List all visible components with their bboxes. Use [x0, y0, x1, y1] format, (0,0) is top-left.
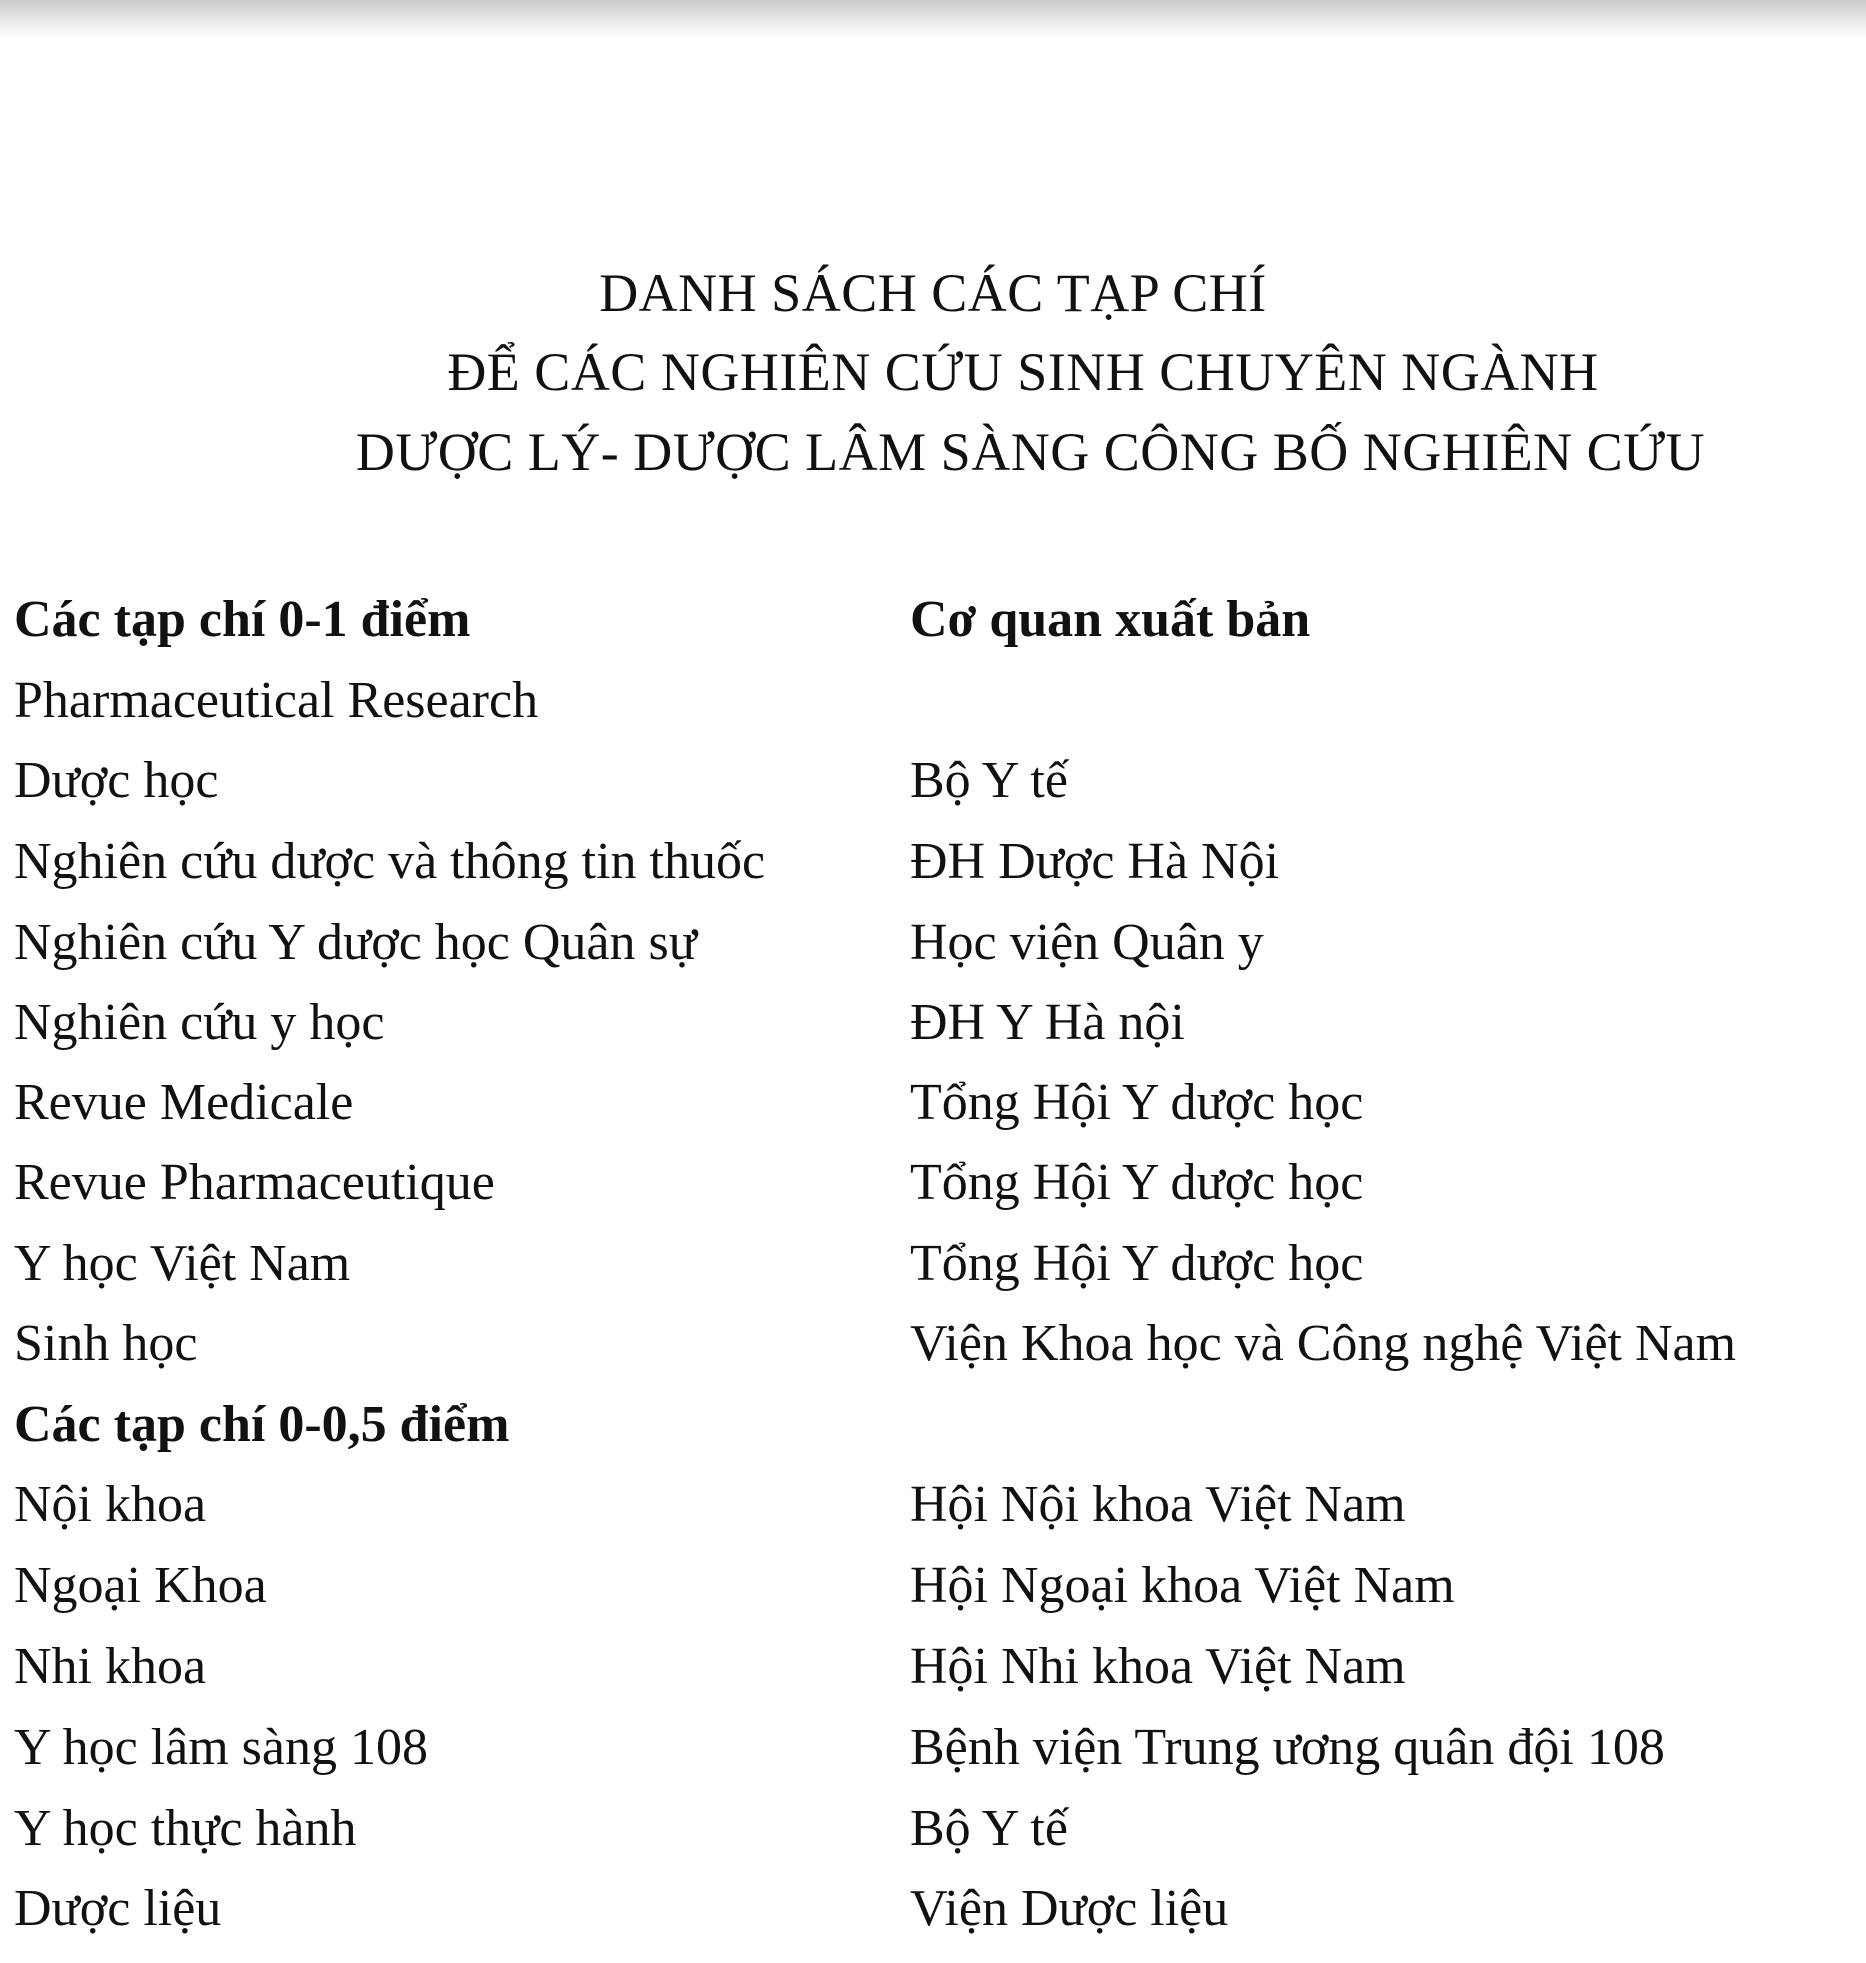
table-row	[0, 1719, 1866, 1802]
title-line-3: DƯỢC LÝ- DƯỢC LÂM SÀNG CÔNG BỐ NGHIÊN CỨU	[355, 422, 1706, 482]
publisher-name: Học viện Quân y	[910, 914, 1264, 971]
publisher-name: Hội Nội khoa Việt Nam	[910, 1476, 1406, 1533]
journal-name: Sinh học	[14, 1315, 198, 1372]
table-row	[0, 752, 1866, 835]
publisher-name: Hội Ngoại khoa Việt Nam	[910, 1557, 1455, 1614]
journal-name: Y học thực hành	[14, 1800, 357, 1857]
journal-name: Revue Pharmaceutique	[14, 1154, 495, 1211]
publisher-name: ĐH Dược Hà Nội	[910, 833, 1280, 890]
table-row	[0, 994, 1866, 1077]
table-row	[0, 1638, 1866, 1721]
publisher-name: ĐH Y Hà nội	[910, 994, 1185, 1051]
table-row	[0, 1235, 1866, 1318]
publisher-name: Bộ Y tế	[910, 752, 1068, 809]
column-heading-publisher: Cơ quan xuất bản	[910, 591, 1311, 648]
table-row	[0, 1557, 1866, 1640]
journal-name: Nghiên cứu y học	[14, 994, 385, 1051]
section-header-row-2	[0, 1396, 1866, 1479]
journal-name: Nhi khoa	[14, 1638, 207, 1695]
section-heading-0-1-points: Các tạp chí 0-1 điểm	[14, 591, 471, 648]
journal-name: Dược học	[14, 752, 219, 809]
table-row	[0, 1800, 1866, 1883]
publisher-name: Tổng Hội Y dược học	[910, 1154, 1364, 1211]
section-heading-0-0.5-points: Các tạp chí 0-0,5 điểm	[14, 1396, 510, 1453]
section-header-row-1	[0, 591, 1866, 674]
title-line-2: ĐỂ CÁC NGHIÊN CỨU SINH CHUYÊN NGÀNH	[447, 342, 1599, 402]
table-row	[0, 1154, 1866, 1237]
publisher-name: Bộ Y tế	[910, 1800, 1068, 1857]
table-row	[0, 1880, 1866, 1963]
journal-name: Nghiên cứu Y dược học Quân sự	[14, 914, 697, 971]
journal-name: Nghiên cứu dược và thông tin thuốc	[14, 833, 766, 890]
publisher-name: Tổng Hội Y dược học	[910, 1074, 1364, 1131]
table-row	[0, 914, 1866, 997]
publisher-name: Viện Dược liệu	[910, 1880, 1229, 1937]
journal-name: Nội khoa	[14, 1476, 207, 1533]
table-row	[0, 672, 1866, 755]
table-row	[0, 1315, 1866, 1398]
publisher-name: Viện Khoa học và Công nghệ Việt Nam	[910, 1315, 1737, 1372]
scan-edge-shadow	[0, 0, 1866, 40]
title-line-1: DANH SÁCH CÁC TẠP CHÍ	[599, 263, 1267, 323]
publisher-name: Hội Nhi khoa Việt Nam	[910, 1638, 1406, 1695]
journal-name: Ngoại Khoa	[14, 1557, 267, 1614]
table-row	[0, 1074, 1866, 1157]
table-row	[0, 833, 1866, 916]
publisher-name: Bệnh viện Trung ương quân đội 108	[910, 1719, 1665, 1776]
journal-name: Y học Việt Nam	[14, 1235, 351, 1292]
table-row	[0, 1476, 1866, 1559]
journal-name: Pharmaceutical Research	[14, 672, 539, 729]
publisher-name: Tổng Hội Y dược học	[910, 1235, 1364, 1292]
journal-name: Y học lâm sàng 108	[14, 1719, 428, 1776]
journal-name: Revue Medicale	[14, 1074, 354, 1131]
journal-name: Dược liệu	[14, 1880, 222, 1937]
